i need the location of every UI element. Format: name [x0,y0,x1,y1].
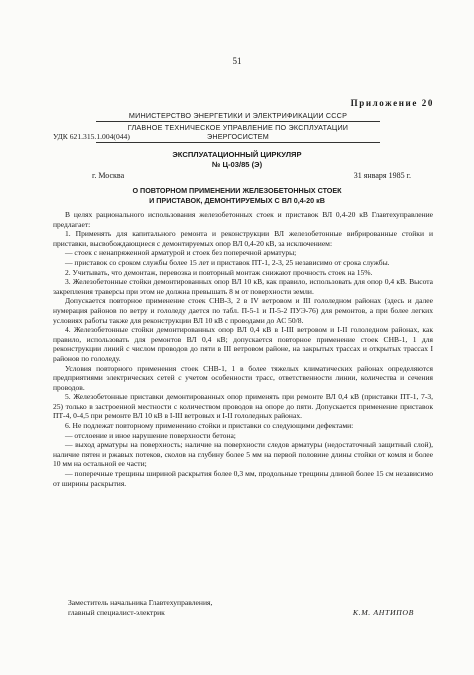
body-paragraph: 1. Применять для капитального ремонта и реконструкции ВЛ железобетонные вибрированные стойки и приставки, высвобождающиеся с демонтируемых опор ВЛ 0,4-20 кВ, за исключением: [53,229,433,248]
body-paragraph: — отслоение и иное нарушение поверхности бетона; [65,430,236,440]
body-paragraph: Условия повторного применения стоек СНВ-1, 1 в более тяжелых климатических районах определяются предприятиями электрических сетей с учетом особенности трасс, ответственности линии, количества и сечения проводов. [53,363,433,392]
subject-line-1: О ПОВТОРНОМ ПРИМЕНЕНИИ ЖЕЛЕЗОБЕТОННЫХ СТОЕК [132,186,342,195]
page-number: 51 [232,56,242,66]
document-subject [0,186,474,205]
title-line-2: № Ц-03/85 (Э) [211,160,263,169]
document-body [53,210,433,488]
udk-code: УДК 621.315.1.004(044) [53,132,130,141]
signatory-position [68,598,212,618]
document-title [0,150,474,170]
ministry-name: МИНИСТЕРСТВО ЭНЕРГЕТИКИ И ЭЛЕКТРИФИКАЦИИ СССР [96,110,380,122]
body-paragraph: 4. Железобетонные стойки демонтированных опор ВЛ 0,4 кВ в I-III ветровом и I-II гололедном районах, как правило, использовать для ремонтов ВЛ 0,4 кВ; допускается повторное применение стоек СНВ-1, 1 для реконструкции линий с числом проводов до пяти в III ветровом районе, на закрытых трассах и открытых трассах I районов по гололеду. [53,325,433,363]
body-paragraph: 6. Не подлежат повторному применению стойки и приставки со следующими дефектами: [65,421,354,431]
body-paragraph: Допускается повторное применение стоек СНВ-3, 2 в IV ветровом и III гололедном районах (здесь и далее нумерация районов по ветру и гололеду дается по табл. П-5-1 и П-5-2 ПУЭ-76) для ремонтов, а при более легких условиях работы также для реконструкции ВЛ 10 кВ с проводами до АС 50/8. [53,296,433,325]
body-paragraph: 2. Учитывать, что демонтаж, перевозка и повторный монтаж снижают прочность стоек на 15%. [65,267,373,277]
body-paragraph: 5. Железобетонные приставки демонтированных опор применять при ремонте ВЛ 0,4 кВ (приставки ПТ-1, 7-3, 25) только в застроенной местности с количеством проводов на опоре до пяти. Допускается применение приставок ПТ-4, 0-4,5 при ремонте ВЛ 10 кВ в I-III ветровых и I-II гололедных районах. [53,392,433,421]
subject-line-2: И ПРИСТАВОК, ДЕМОНТИРУЕМЫХ С ВЛ 0,4-20 кВ [149,195,325,205]
body-paragraph: — стоек с ненапряженной арматурой и стоек без поперечной арматуры; [65,248,297,258]
signatory-position-line-1: Заместитель начальника Главтехуправления, [68,598,213,607]
body-paragraph: — поперечные трещины шириной раскрытия более 0,3 мм, продольные трещины длиной более 15 см независимо от ширины раскрытия. [53,469,433,488]
document-place: г. Москва [92,171,125,180]
body-paragraph: 3. Железобетонные стойки демонтированных опор ВЛ 10 кВ, как правило, использовать для опор 0,4 кВ. Высота закрепления траверсы при этом не должна превышать 8 м от поверхности земли. [53,277,433,296]
appendix-label: Приложение 20 [350,98,434,108]
signatory-position-line-2: главный специалист-электрик [68,608,165,617]
body-paragraph: В целях рационального использования железобетонных стоек и приставок ВЛ 0,4-20 кВ Главтехуправление предлагает: [53,210,433,229]
directorate-name: ГЛАВНОЕ ТЕХНИЧЕСКОЕ УПРАВЛЕНИЕ ПО ЭКСПЛУАТАЦИИ ЭНЕРГОСИСТЕМ [96,122,380,143]
signatory-name: К.М. АНТИПОВ [352,608,414,617]
title-line-1: ЭКСПЛУАТАЦИОННЫЙ ЦИРКУЛЯР [172,150,302,159]
issuer-header [96,110,380,143]
body-paragraph: — выход арматуры на поверхность; наличие на поверхности следов арматуры (недостаточный защитный слой), наличие пятен и ржавых потеков, сколов на глубину более 5 мм на первой половине длины стойки от комля и более 10 мм на остальной ее части; [53,440,433,469]
body-paragraph: — приставок со сроком службы более 15 лет и приставок ПТ-1, 2-3, 25 независимо от срока службы. [65,257,390,267]
document-date: 31 января 1985 г. [353,171,411,180]
